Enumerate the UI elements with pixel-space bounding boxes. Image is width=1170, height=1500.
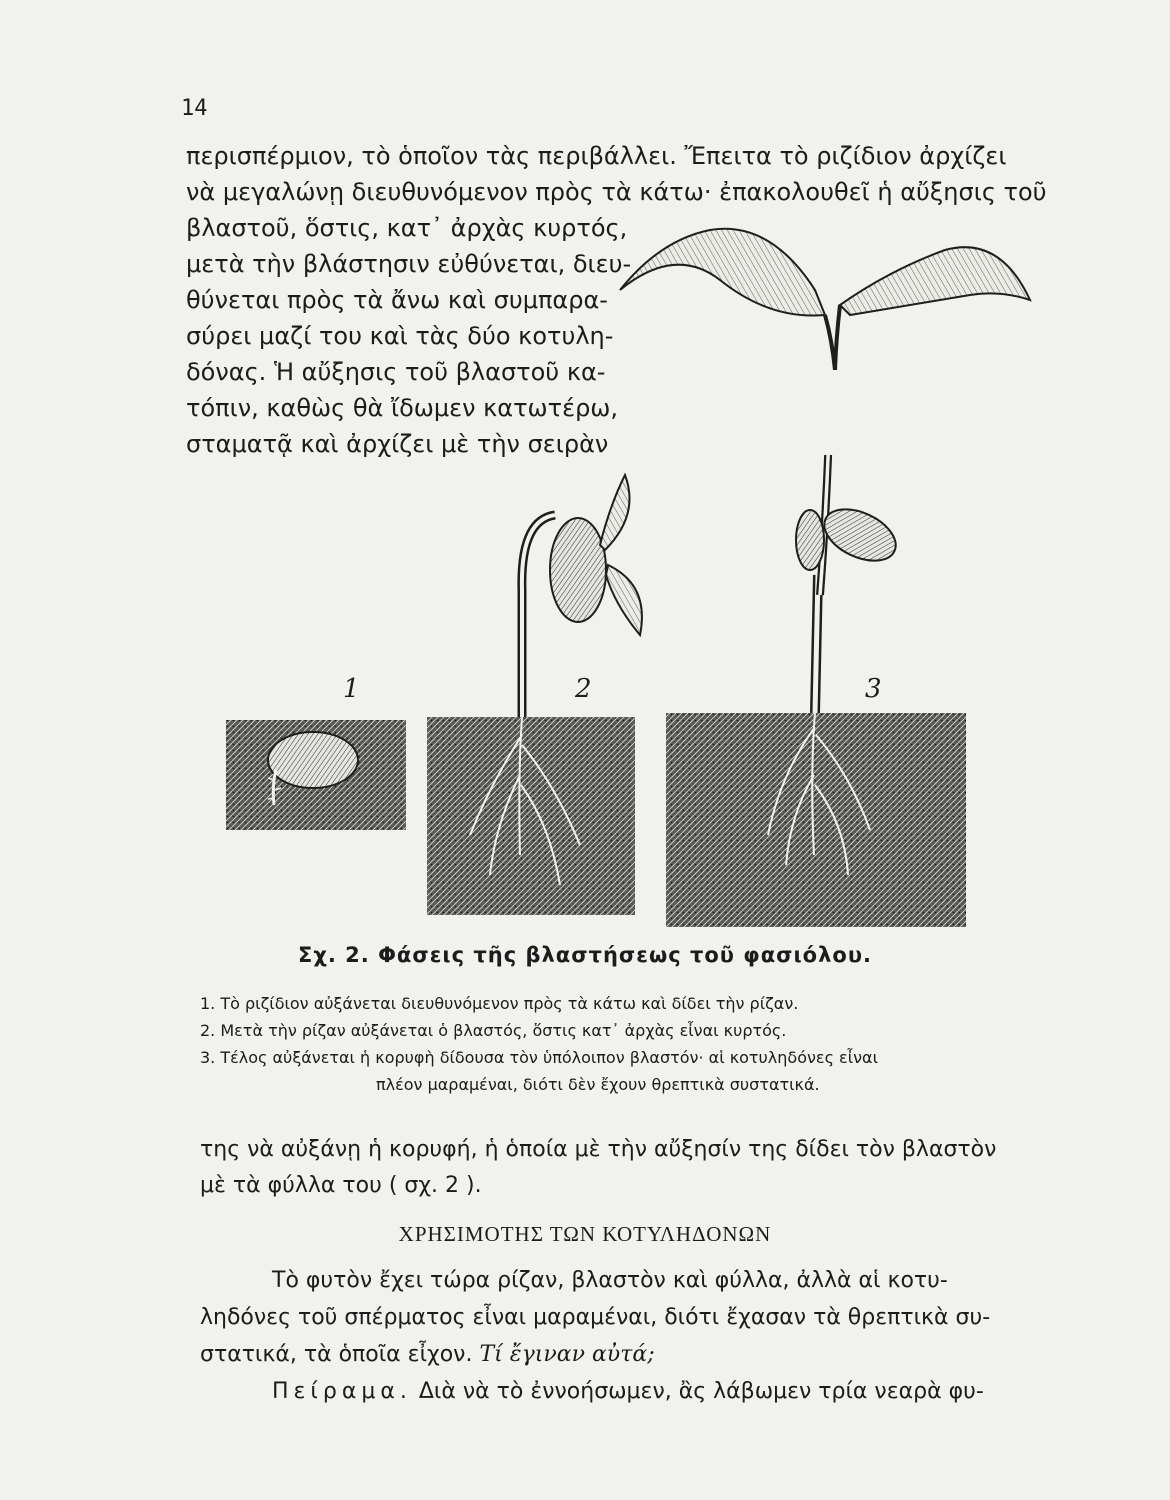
text-line: δόνας. Ἡ αὔξησις τοῦ βλαστοῦ κα-	[186, 358, 606, 386]
stage-label-1: 1	[343, 674, 360, 704]
cotyledon	[796, 510, 824, 570]
young-leaf	[606, 565, 642, 635]
text-line	[200, 1336, 1060, 1373]
figure-caption-title: Σχ. 2. Φάσεις τῆς βλαστήσεως τοῦ φασιόλου.	[298, 943, 872, 967]
soil-block-2	[427, 717, 635, 915]
text-line: περισπέρμιον, τὸ ὁποῖον τὰς περιβάλλει. Ἔπειτα τὸ ριζίδιον ἀρχίζει	[186, 142, 1007, 170]
text-line	[200, 1373, 1060, 1410]
text-line: σταματᾷ καὶ ἀρχίζει μὲ τὴν σειρὰν	[186, 430, 609, 458]
figure-caption-list	[200, 990, 1060, 1098]
stage-label-3: 3	[865, 674, 882, 704]
stage-3-leaves	[600, 210, 1040, 370]
leaf-stalks	[825, 305, 840, 370]
text-line: νὰ μεγαλώνῃ διευθυνόμενον πρὸς τὰ κάτω· ἐπακολουθεῖ ἡ αὔξησις τοῦ	[186, 178, 1047, 206]
germination-figure	[220, 455, 980, 940]
cotyledon	[550, 518, 606, 622]
soil-block-3	[666, 713, 966, 927]
bean-germination-illustration	[220, 455, 980, 940]
stage-label-2: 2	[575, 674, 592, 704]
text-line: βλαστοῦ, ὅστις, κατ᾽ ἀρχὰς κυρτός,	[186, 214, 628, 242]
caption-item: 2. Μετὰ τὴν ρίζαν αὐξάνεται ὁ βλαστός, ὅστις κατ᾽ ἀρχὰς εἶναι κυρτός.	[200, 1021, 787, 1040]
stage-2-seedling	[427, 475, 642, 915]
italic-question: Τί ἔγιναν αὐτά;	[479, 1342, 655, 1367]
text-line: σύρει μαζί του καὶ τὰς δύο κοτυλη-	[186, 322, 614, 350]
text-line: θύνεται πρὸς τὰ ἄνω καὶ συμπαρα-	[186, 286, 608, 314]
text-line: της νὰ αὐξάνῃ ἡ κορυφή, ἡ ὁποία μὲ τὴν αὔξησίν της δίδει τὸν βλαστὸν	[200, 1137, 997, 1162]
text-line: ληδόνες τοῦ σπέρματος εἶναι μαραμέναι, διότι ἔχασαν τὰ θρεπτικὰ συ-	[200, 1305, 991, 1330]
seed	[268, 732, 358, 788]
caption-item: 3. Τέλος αὐξάνεται ἡ κορυφὴ δίδουσα τὸν ὑπόλοιπον βλαστόν· αἱ κοτυληδόνες εἶναι	[200, 1048, 879, 1067]
text-span: Διὰ νὰ τὸ ἐννοήσωμεν, ἂς λάβωμεν τρία νεαρὰ φυ-	[418, 1379, 984, 1404]
caption-item: 1. Τὸ ριζίδιον αὐξάνεται διευθυνόμενον πρὸς τὰ κάτω καὶ δίδει τὴν ρίζαν.	[200, 994, 799, 1013]
leaf-left	[620, 229, 825, 316]
young-leaf	[600, 475, 630, 550]
leaf-right	[840, 247, 1030, 315]
stage-1-seed	[226, 720, 406, 830]
continuation-paragraph	[200, 1132, 1060, 1204]
text-line: Τὸ φυτὸν ἔχει τώρα ρίζαν, βλαστὸν καὶ φύλλα, ἀλλὰ αἱ κοτυ-	[272, 1268, 948, 1293]
section-paragraph	[200, 1262, 1060, 1410]
section-heading: ΧΡΗΣΙΜΟΤΗΣ ΤΩΝ ΚΟΤΥΛΗΔΟΝΩΝ	[398, 1222, 772, 1246]
caption-item: πλέον μαραμέναι, διότι δὲν ἔχουν θρεπτικὰ συστατικά.	[376, 1075, 820, 1094]
stage-3-plant	[666, 455, 966, 927]
text-line: μὲ τὰ φύλλα του ( σχ. 2 ).	[200, 1173, 482, 1198]
text-line: μετὰ τὴν βλάστησιν εὐθύνεται, διευ-	[186, 250, 632, 278]
experiment-label: Πείραμα.	[272, 1379, 412, 1404]
page-number: 14	[181, 96, 208, 121]
text-span: στατικά, τὰ ὁποῖα εἶχον.	[200, 1342, 473, 1367]
text-line: τόπιν, καθὼς θὰ ἴδωμεν κατωτέρω,	[186, 394, 619, 422]
